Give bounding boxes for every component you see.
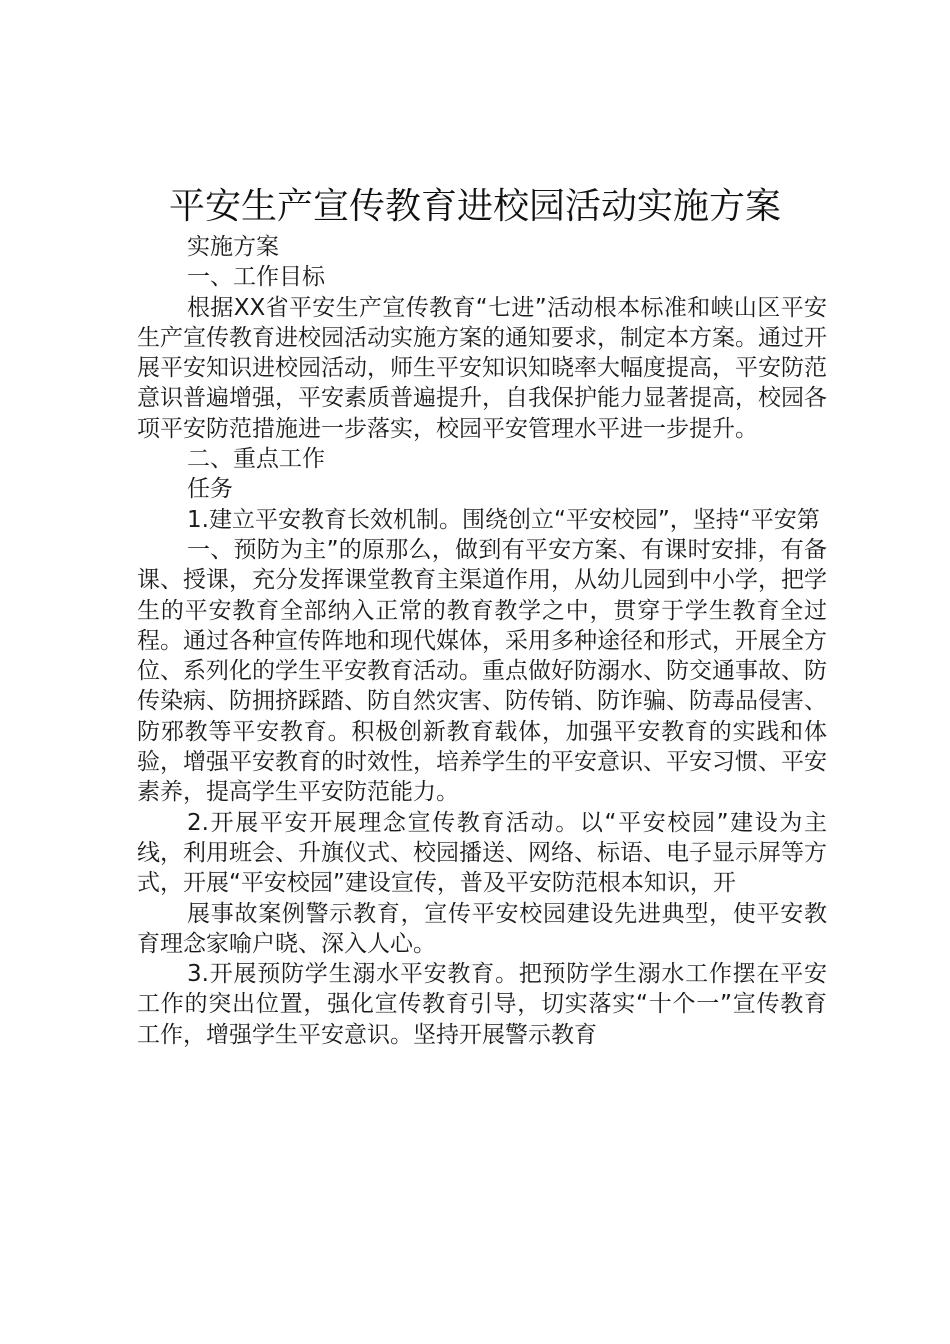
paragraph-task-2-intro: 2.开展平安开展理念宣传教育活动。以“平安校园”建设为主线，利用班会、升旗仪式、校园播送、网络、标语、电子显示屏等方式，开展“平安校园”建设宣传，普及平安防范根本知识，开	[137, 809, 827, 897]
paragraph-heading-key-work: 二、重点工作	[187, 446, 325, 473]
document-title: 平安生产宣传教育进校园活动实施方案	[168, 186, 781, 227]
document-body	[137, 232, 827, 1050]
paragraph-task-1-intro: 1.建立平安教育长效机制。围绕创立“平安校园”，坚持“平安第	[187, 506, 820, 533]
paragraph-task-2-body: 展事故案例警示教育，宣传平安校园建设先进典型，使平安教育理念家喻户晓、深入人心。	[137, 900, 827, 957]
paragraph-goals-body: 根据XX省平安生产宣传教育“七进”活动根本标准和峡山区平安生产宣传教育进校园活动实施方案的通知要求，制定本方案。通过开展平安知识进校园活动，师生平安知识知晓率大幅度提高，平安防范意识普遍增强，平安素质普遍提升，自我保护能力显著提高，校园各项平安防范措施进一步落实，校园平安管理水平进一步提升。	[137, 294, 827, 442]
paragraph-task-1-body: 一、预防为主”的原那么，做到有平安方案、有课时安排，有备课、授课，充分发挥课堂教育主渠道作用，从幼儿园到中小学，把学生的平安教育全部纳入正常的教育教学之中，贯穿于学生教育全过程。通过各种宣传阵地和现代媒体，采用多种途径和形式，开展全方位、系列化的学生平安教育活动。重点做好防溺水、防交通事故、防传染病、防拥挤踩踏、防自然灾害、防传销、防诈骗、防毒品侵害、防邪教等平安教育。积极创新教育载体，加强平安教育的实践和体验，增强平安教育的时效性，培养学生的平安意识、平安习惯、平安素养，提高学生平安防范能力。	[137, 536, 827, 806]
paragraph-heading-goals: 一、工作目标	[187, 264, 325, 291]
paragraph-task-3: 3.开展预防学生溺水平安教育。把预防学生溺水工作摆在平安工作的突出位置，强化宣传教育引导，切实落实“十个一”宣传教育工作，增强学生平安意识。坚持开展警示教育	[137, 961, 827, 1048]
paragraph-tasks-label: 任务	[187, 476, 233, 503]
paragraph-section-label: 实施方案	[187, 234, 279, 260]
